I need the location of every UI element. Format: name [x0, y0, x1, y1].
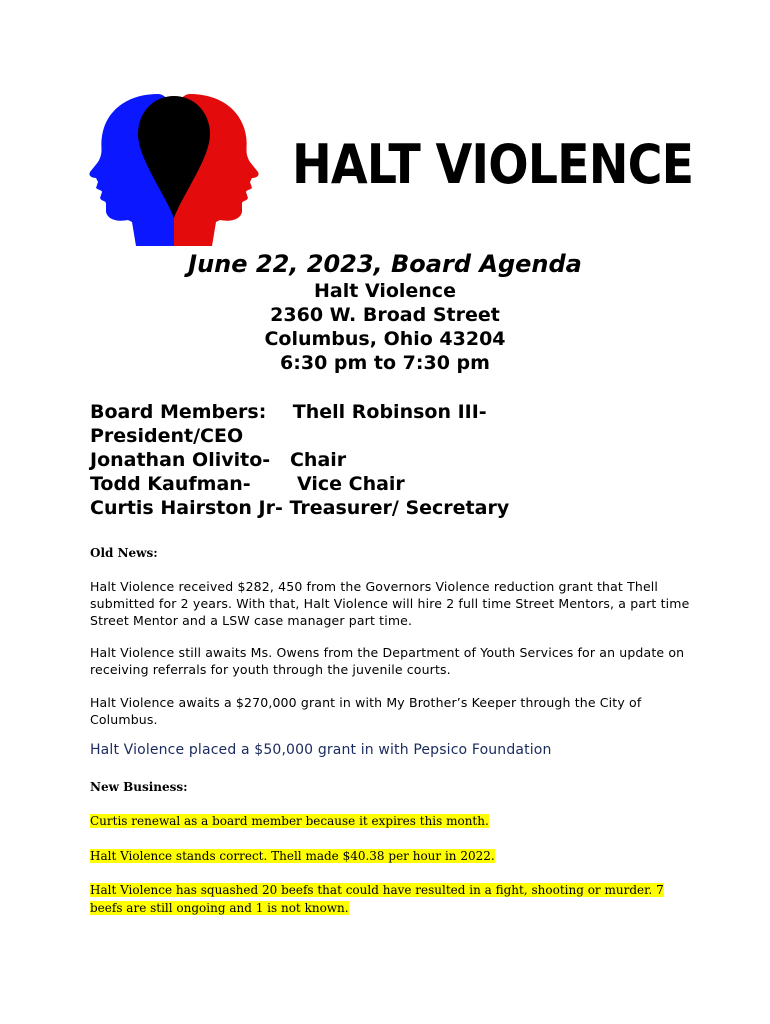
old-news-paragraph: Halt Violence received $282, 450 from the Governors Violence reduction grant that Thell submitted for 2 years. With that, Halt Violence will hire 2 full time Street Mentors, a part time Street Mentor and a LSW case manager part time. [90, 579, 690, 628]
highlighted-text: Halt Violence has squashed 20 beefs that could have resulted in a fight, shooting or murder. 7 beefs are still ongoing and 1 is not known. [90, 883, 664, 915]
meeting-time: 6:30 pm to 7:30 pm [280, 352, 490, 374]
new-business-item [90, 812, 690, 830]
new-business-item [90, 881, 690, 917]
new-business-item [90, 847, 690, 865]
board-line: President/CEO [90, 425, 244, 447]
highlighted-text: Halt Violence stands correct. Thell made $40.38 per hour in 2022. [90, 849, 495, 863]
old-news-paragraph: Halt Violence awaits a $270,000 grant in with My Brother’s Keeper through the City of Columbus. [90, 695, 642, 727]
city-address: Columbus, Ohio 43204 [264, 328, 506, 350]
org-name: Halt Violence [314, 280, 456, 302]
new-business-heading: New Business: [90, 780, 188, 794]
logo-wordmark: HALT VIOLENCE [292, 133, 694, 196]
old-news-paragraph: Halt Violence still awaits Ms. Owens from the Department of Youth Services for an update on receiving referrals for youth through the juvenile courts. [90, 645, 685, 677]
board-line: Jonathan Olivito- Chair [90, 449, 347, 471]
old-news-heading: Old News: [90, 546, 158, 560]
halt-violence-logo-icon [88, 92, 260, 248]
board-line: Board Members: Thell Robinson III- [90, 401, 487, 423]
agenda-title: June 22, 2023, Board Agenda [188, 250, 582, 278]
highlighted-text: Curtis renewal as a board member because it expires this month. [90, 814, 489, 828]
board-line: Todd Kaufman- Vice Chair [90, 473, 405, 495]
pepsico-grant-note: Halt Violence placed a $50,000 grant in with Pepsico Foundation [90, 742, 552, 758]
street-address: 2360 W. Broad Street [270, 304, 500, 326]
board-line: Curtis Hairston Jr- Treasurer/ Secretary [90, 497, 510, 519]
